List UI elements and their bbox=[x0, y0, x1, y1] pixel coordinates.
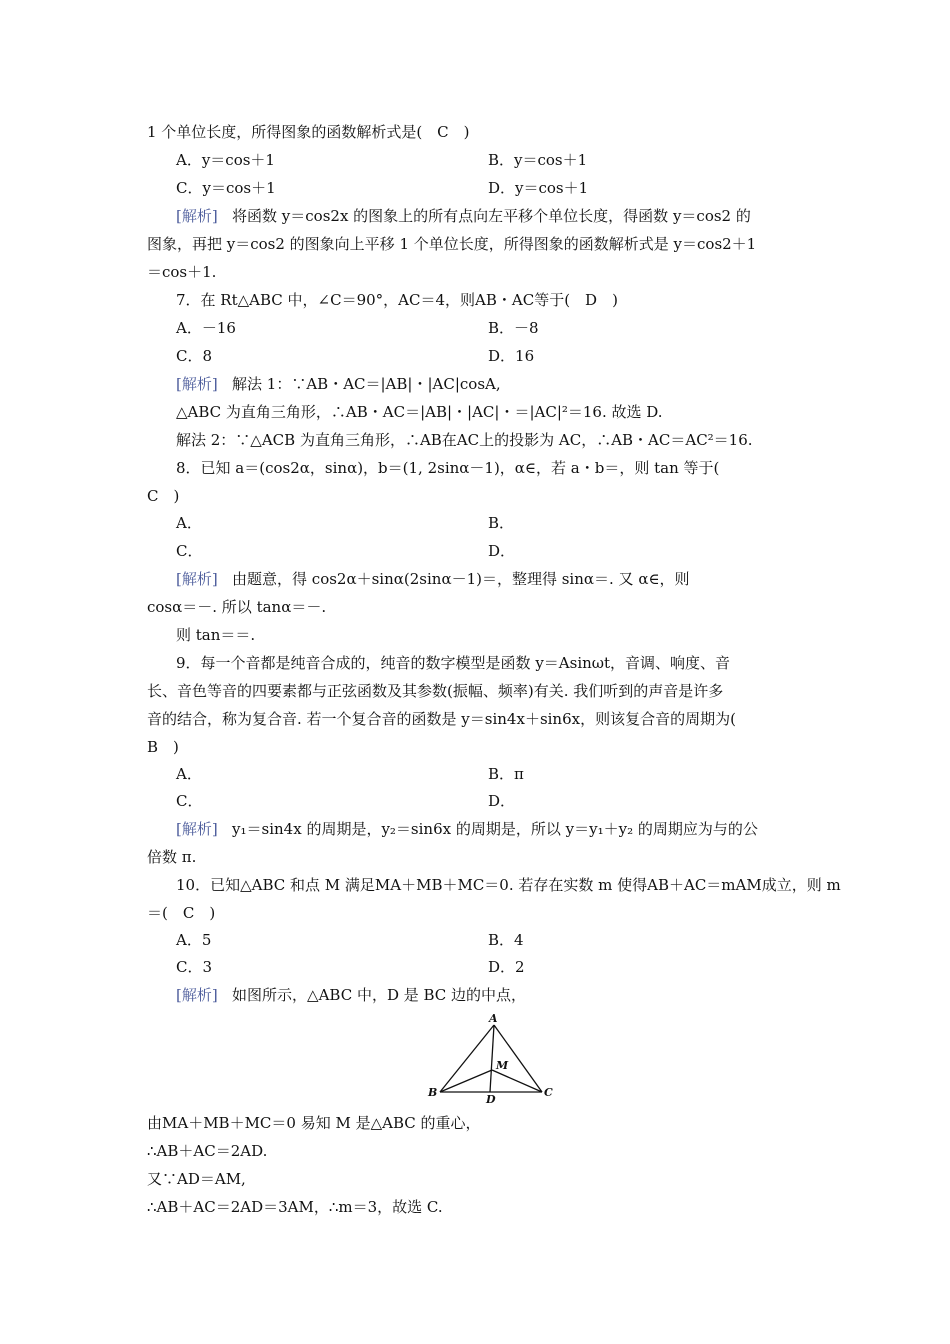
analysis-tag: [解析] bbox=[176, 207, 218, 225]
q10-analysis-line-3: ∴AB＋AC＝2AD. bbox=[147, 1142, 268, 1160]
analysis-tag: [解析] bbox=[176, 570, 218, 588]
q7-option-c: C．8 bbox=[176, 347, 213, 365]
analysis-text: 由题意，得 cos2α＋sinα(2sinα－1)＝，整理得 sinα＝. 又 α∈，则 bbox=[232, 570, 690, 588]
label-b: B bbox=[428, 1086, 438, 1099]
q7-stem: 7．在 Rt△ABC 中，∠C＝90°，AC＝4，则AB・AC等于( D ) bbox=[176, 291, 618, 309]
q6-option-c: C．y＝cos＋1 bbox=[176, 179, 276, 197]
q9-option-b: B．π bbox=[488, 765, 524, 783]
q8-option-d: D． bbox=[488, 542, 516, 560]
label-d: D bbox=[486, 1093, 496, 1104]
analysis-text: y₁＝sin4x 的周期是，y₂＝sin6x 的周期是，所以 y＝y₁＋y₂ 的周期应为与的公 bbox=[232, 820, 758, 838]
q8-option-a: A． bbox=[176, 514, 202, 532]
analysis-tag: [解析] bbox=[176, 820, 218, 838]
q6-analysis-line-2: 图象，再把 y＝cos2 的图象向上平移 1 个单位长度，所得图象的函数解析式是 y＝cos2＋1 bbox=[147, 235, 757, 253]
side-ab bbox=[440, 1025, 494, 1092]
q6-option-b: B．y＝cos＋1 bbox=[488, 151, 588, 169]
analysis-tag: [解析] bbox=[176, 986, 218, 1004]
q9-option-a: A． bbox=[176, 765, 202, 783]
q8-analysis-line-2: cosα＝－. 所以 tanα＝－. bbox=[147, 598, 327, 616]
q7-option-b: B．－8 bbox=[488, 319, 539, 337]
q9-option-d: D． bbox=[488, 792, 516, 810]
analysis-text: 如图所示，△ABC 中，D 是 BC 边的中点， bbox=[232, 986, 527, 1004]
q7-analysis-line-2: △ABC 为直角三角形，∴AB・AC＝|AB|・|AC|・＝|AC|²＝16. 故选 D. bbox=[176, 403, 663, 421]
q7-analysis-line-3: 解法 2：∵△ACB 为直角三角形，∴AB在AC上的投影为 AC，∴AB・AC＝AC²＝16. bbox=[176, 431, 753, 449]
q9-analysis-line-1 bbox=[176, 819, 758, 839]
q6-analysis-line-3: ＝cos＋1. bbox=[147, 263, 217, 281]
segment-bm bbox=[440, 1070, 492, 1092]
q8-analysis-line-3: 则 tan＝＝. bbox=[176, 626, 256, 644]
q10-stem-line-1: 10．已知△ABC 和点 M 满足MA＋MB＋MC＝0. 若存在实数 m 使得AB＋AC＝mAM成立，则 m bbox=[176, 876, 841, 894]
q10-analysis-line-5: ∴AB＋AC＝2AD＝3AM，∴m＝3，故选 C. bbox=[147, 1198, 443, 1216]
q9-stem-line-4: B ) bbox=[147, 738, 179, 756]
q7-option-d: D．16 bbox=[488, 347, 535, 365]
q10-option-b: B．4 bbox=[488, 931, 524, 949]
q9-stem-line-3: 音的结合，称为复合音. 若一个复合音的函数是 y＝sin4x＋sin6x，则该复合音的周期为( bbox=[147, 710, 736, 728]
analysis-text: 解法 1：∵AB・AC＝|AB|・|AC|cosA, bbox=[232, 375, 501, 393]
analysis-tag: [解析] bbox=[176, 375, 218, 393]
q8-option-b: B． bbox=[488, 514, 515, 532]
median-ad bbox=[490, 1025, 494, 1092]
q10-analysis-line-4: 又∵AD＝AM, bbox=[147, 1170, 246, 1188]
triangle-figure bbox=[424, 1012, 562, 1104]
q9-option-c: C． bbox=[176, 792, 203, 810]
label-c: C bbox=[544, 1086, 553, 1099]
q6-option-a: A．y＝cos＋1 bbox=[176, 151, 275, 169]
q10-option-d: D．2 bbox=[488, 958, 525, 976]
q7-option-a: A．－16 bbox=[176, 319, 236, 337]
q8-analysis-line-1 bbox=[176, 569, 690, 589]
q10-stem-line-2: ＝( C ) bbox=[147, 904, 216, 922]
label-a: A bbox=[489, 1012, 498, 1025]
label-m: M bbox=[496, 1059, 509, 1072]
q9-stem-line-2: 长、音色等音的四要素都与正弦函数及其参数(振幅、频率)有关. 我们听到的声音是许多 bbox=[147, 682, 724, 700]
q10-analysis-line-1 bbox=[176, 985, 526, 1005]
q7-analysis-line-1 bbox=[176, 374, 501, 394]
q10-analysis-line-2: 由MA＋MB＋MC＝0 易知 M 是△ABC 的重心， bbox=[147, 1114, 481, 1132]
q6-option-d: D．y＝cos＋1 bbox=[488, 179, 589, 197]
q8-stem-line-1: 8．已知 a＝(cos2α，sinα)，b＝(1, 2sinα－1)，α∈，若 a・b＝，则 tan 等于( bbox=[176, 459, 720, 477]
q6-stem-tail: 1 个单位长度，所得图象的函数解析式是( C ) bbox=[147, 123, 470, 141]
q10-option-c: C．3 bbox=[176, 958, 213, 976]
analysis-text: 将函数 y＝cos2x 的图象上的所有点向左平移个单位长度，得函数 y＝cos2 的 bbox=[232, 207, 751, 225]
q6-analysis-line-1 bbox=[176, 206, 751, 226]
q8-option-c: C． bbox=[176, 542, 203, 560]
q9-analysis-line-2: 倍数 π. bbox=[147, 848, 197, 866]
q8-stem-line-2: C ) bbox=[147, 487, 180, 505]
q9-stem-line-1: 9．每一个音都是纯音合成的，纯音的数字模型是函数 y＝Asinωt，音调、响度、音 bbox=[176, 654, 731, 672]
q10-option-a: A．5 bbox=[176, 931, 212, 949]
